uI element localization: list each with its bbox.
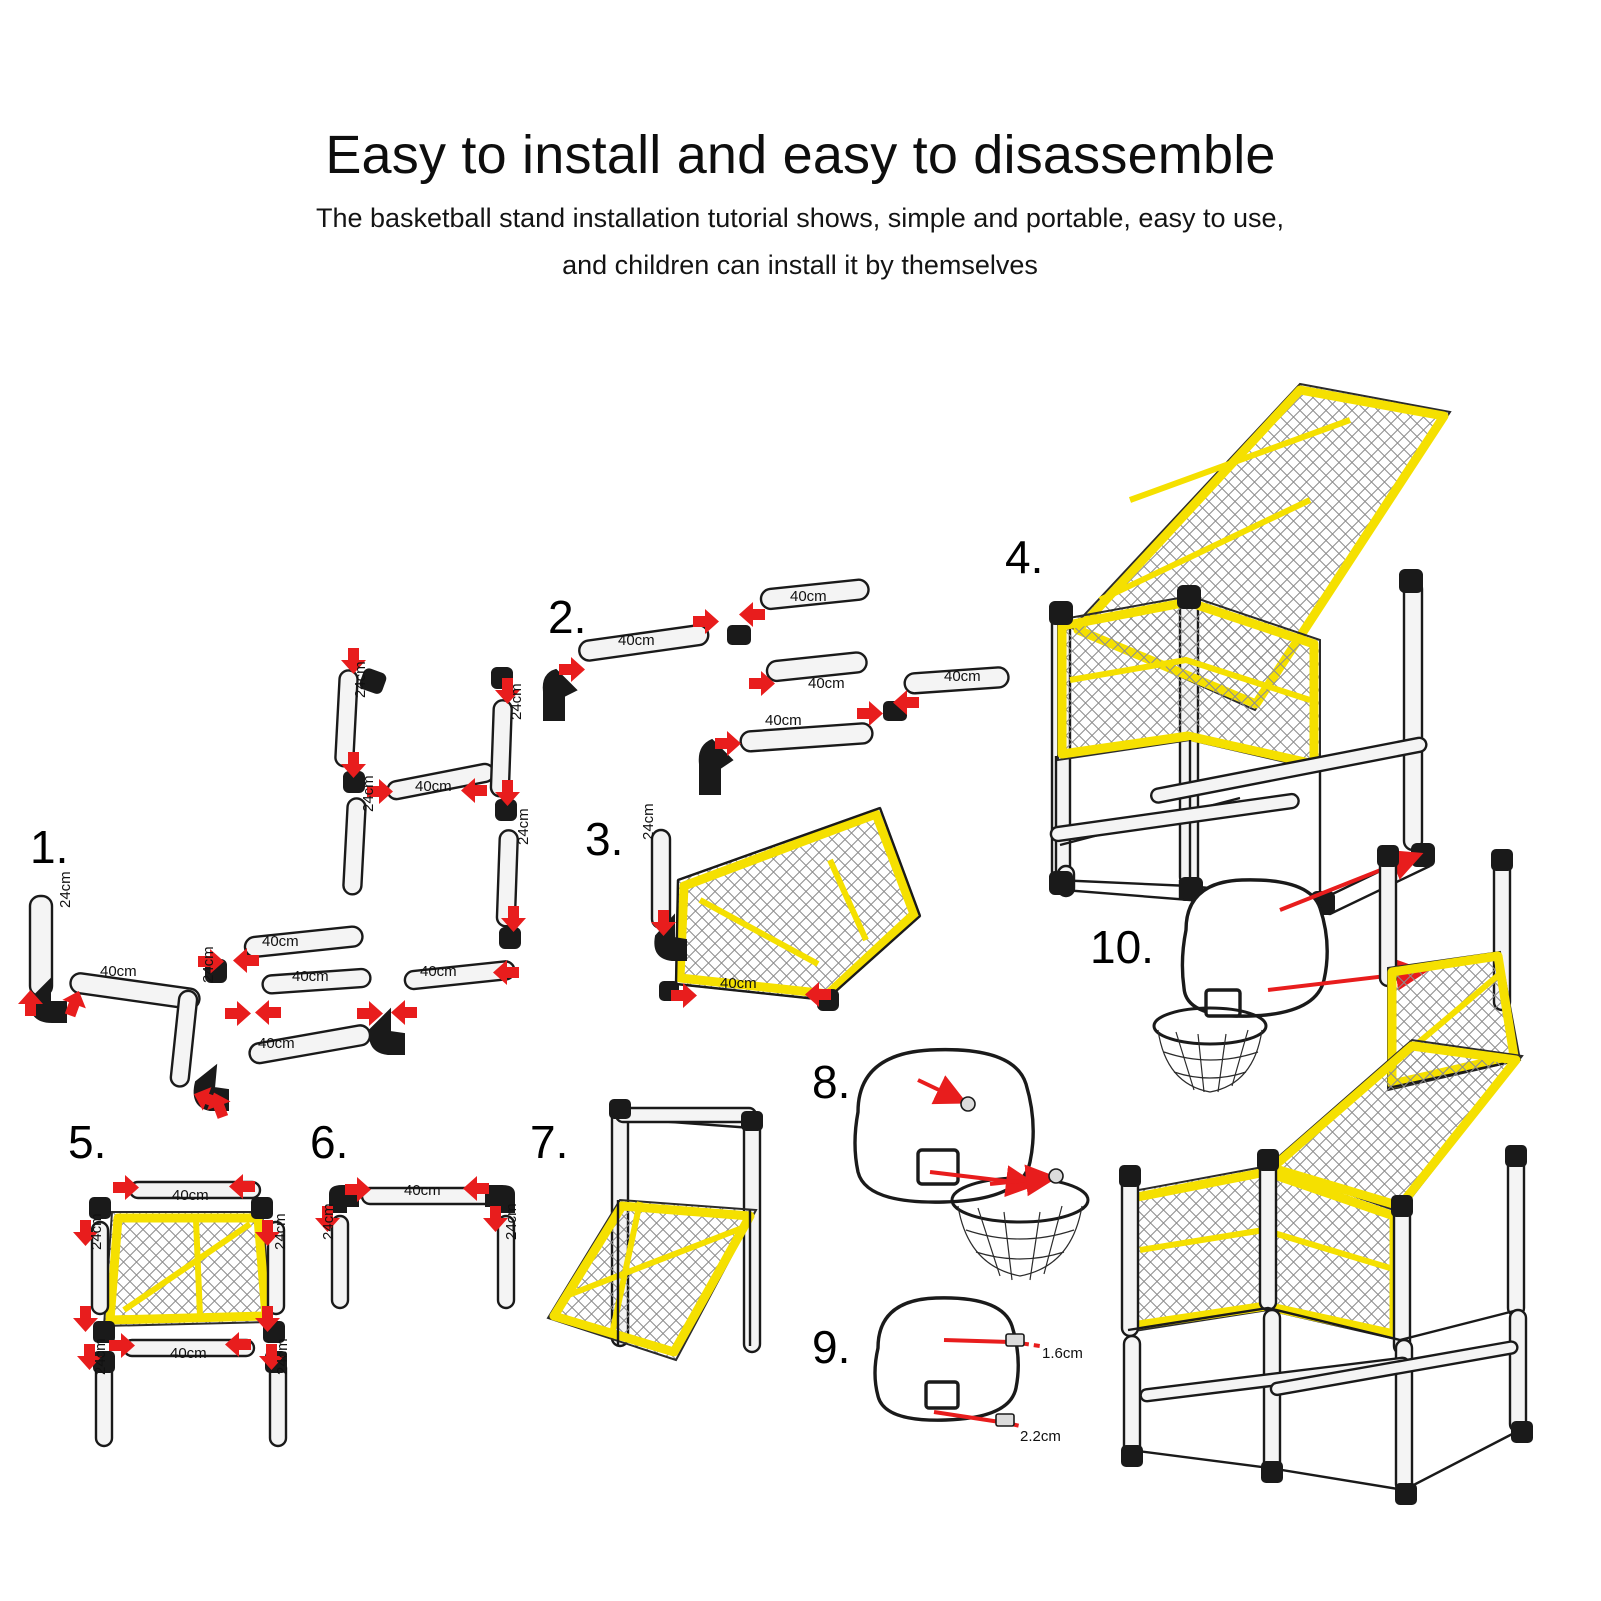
step-number-6: 6. bbox=[310, 1116, 349, 1168]
step-2-parts bbox=[544, 579, 1009, 794]
page-subtitle bbox=[200, 195, 1400, 290]
dimension-label: 24cm bbox=[57, 871, 74, 908]
step-number-3: 3. bbox=[585, 813, 624, 865]
dimension-label: 24cm bbox=[274, 1338, 291, 1375]
dimension-label: 40cm bbox=[765, 712, 802, 729]
step-number-4: 4. bbox=[1005, 531, 1044, 583]
step-number-10: 10. bbox=[1090, 921, 1154, 973]
dimension-label: 24cm bbox=[352, 661, 369, 698]
dimension-label: 40cm bbox=[292, 968, 329, 985]
dimension-label: 40cm bbox=[262, 933, 299, 950]
assembly-diagram bbox=[0, 300, 1601, 1601]
dimension-label: 40cm bbox=[790, 588, 827, 605]
dimension-label: 40cm bbox=[100, 963, 137, 980]
dimension-label: 40cm bbox=[944, 668, 981, 685]
subtitle-line-2: and children can install it by themselves bbox=[562, 250, 1038, 281]
dimension-label: 40cm bbox=[808, 675, 845, 692]
dimension-label: 40cm bbox=[258, 1035, 295, 1052]
step-number-2: 2. bbox=[548, 591, 587, 643]
step-10-assembly bbox=[1120, 846, 1532, 1504]
dimension-label: 2.2cm bbox=[1020, 1428, 1061, 1445]
dimension-label: 40cm bbox=[420, 963, 457, 980]
dimension-label: 40cm bbox=[618, 632, 655, 649]
subtitle-line-1: The basketball stand installation tutorial shows, simple and portable, easy to use, bbox=[315, 203, 1285, 233]
dimension-label: 1.6cm bbox=[1042, 1345, 1083, 1362]
step-4-assembly bbox=[1050, 384, 1450, 914]
dimension-label: 40cm bbox=[404, 1182, 441, 1199]
step-number-9: 9. bbox=[812, 1321, 851, 1373]
step-3-assembly bbox=[651, 808, 920, 1010]
dimension-label: 24cm bbox=[272, 1213, 289, 1250]
dimension-label: 24cm bbox=[515, 808, 532, 845]
step-7-assembly bbox=[548, 1100, 762, 1360]
step-number-7: 7. bbox=[530, 1116, 569, 1168]
dimension-label: 40cm bbox=[415, 778, 452, 795]
dimension-label: 40cm bbox=[172, 1187, 209, 1204]
assembly-illustration bbox=[0, 300, 1601, 1601]
dimension-label: 24cm bbox=[508, 683, 525, 720]
step-number-5: 5. bbox=[68, 1116, 107, 1168]
dimension-label: 24cm bbox=[360, 775, 377, 812]
step-number-1: 1. bbox=[30, 821, 69, 873]
dimension-label: 24cm bbox=[200, 946, 217, 983]
page-title: Easy to install and easy to disassemble bbox=[325, 125, 1276, 186]
dimension-label: 24cm bbox=[320, 1203, 337, 1240]
step-8-backboard-hoop bbox=[855, 1050, 1088, 1280]
dimension-label: 24cm bbox=[92, 1338, 109, 1375]
dimension-label: 40cm bbox=[720, 975, 757, 992]
dimension-label: 40cm bbox=[170, 1345, 207, 1362]
step-9-screws bbox=[875, 1298, 1040, 1426]
dimension-label: 24cm bbox=[503, 1203, 520, 1240]
dimension-label: 24cm bbox=[640, 803, 657, 840]
dimension-label: 24cm bbox=[88, 1213, 105, 1250]
step-number-8: 8. bbox=[812, 1056, 851, 1108]
